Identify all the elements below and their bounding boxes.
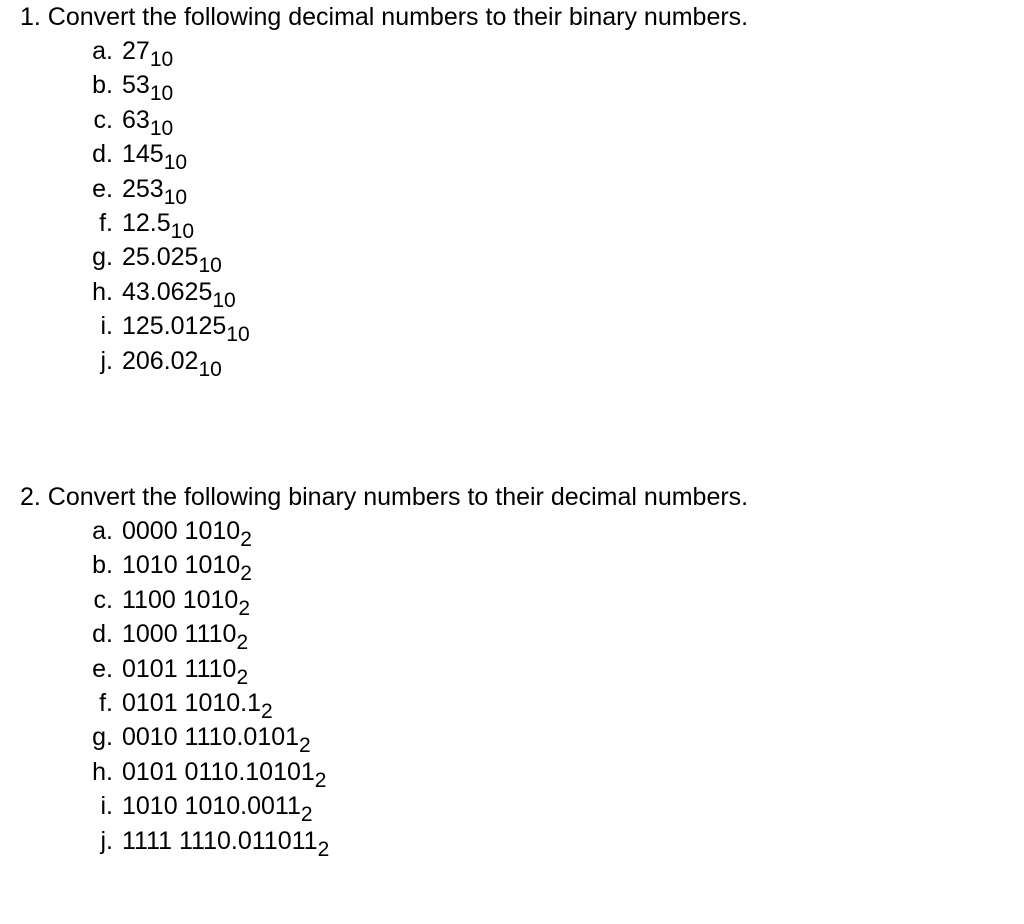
item-base: 10 xyxy=(198,254,222,278)
item-value: 63 xyxy=(122,105,150,134)
item-value: 0000 1010 xyxy=(122,517,241,545)
item-letter: b. xyxy=(92,71,113,100)
list-item xyxy=(0,755,329,792)
item-base: 2 xyxy=(238,596,251,620)
item-value: 1010 1010.0011 xyxy=(122,792,301,821)
item-letter: i. xyxy=(100,792,113,821)
list-item xyxy=(0,344,250,381)
item-letter: f. xyxy=(99,208,113,237)
item-value: 43.0625 xyxy=(122,277,213,306)
list-item xyxy=(0,514,329,551)
item-base: 10 xyxy=(170,219,195,243)
item-letter: c. xyxy=(93,105,113,134)
list-item xyxy=(0,652,329,689)
item-value: 1111 1110.011011 xyxy=(122,826,318,855)
list-item xyxy=(0,137,250,175)
list-item xyxy=(0,617,329,655)
item-letter: d. xyxy=(92,140,113,169)
list-item xyxy=(0,720,329,758)
list-item xyxy=(0,206,250,243)
item-value: 0010 1110.0101 xyxy=(122,723,300,752)
item-value: 1010 1010 xyxy=(122,551,241,580)
item-value: 0101 0110.10101 xyxy=(122,757,315,786)
list-item xyxy=(0,275,250,312)
item-letter: c. xyxy=(93,585,113,614)
item-base: 2 xyxy=(261,699,273,723)
item-base: 10 xyxy=(149,116,174,140)
item-letter: g. xyxy=(92,723,113,752)
list-item xyxy=(0,68,250,106)
item-value: 25.025 xyxy=(122,243,199,272)
item-base: 2 xyxy=(314,768,327,792)
list-item xyxy=(0,103,250,140)
question-2-items xyxy=(0,514,330,861)
item-letter: a. xyxy=(92,37,113,65)
item-base: 2 xyxy=(240,528,252,551)
item-value: 0101 1110 xyxy=(122,654,237,683)
item-letter: h. xyxy=(92,277,113,306)
item-base: 10 xyxy=(163,151,188,175)
item-value: 0101 1010.1 xyxy=(122,688,262,717)
list-item xyxy=(0,240,250,278)
item-base: 2 xyxy=(240,562,252,586)
item-letter: d. xyxy=(92,620,113,649)
list-item xyxy=(0,789,329,827)
item-value: 1000 1110 xyxy=(122,620,237,649)
item-value: 253 xyxy=(122,174,164,203)
item-base: 10 xyxy=(149,48,174,71)
item-base: 10 xyxy=(212,288,236,312)
item-base: 2 xyxy=(236,665,249,689)
question-2-prompt: 2. Convert the following binary numbers to their decimal numbers. xyxy=(20,483,749,511)
list-item xyxy=(0,686,329,723)
item-letter: j. xyxy=(100,826,113,855)
item-base: 2 xyxy=(236,631,249,655)
item-letter: b. xyxy=(92,551,113,580)
item-value: 125.0125 xyxy=(122,312,227,341)
item-value: 12.5 xyxy=(122,208,171,237)
item-value: 53 xyxy=(122,71,150,100)
item-letter: f. xyxy=(99,688,113,717)
item-letter: e. xyxy=(92,654,113,683)
item-base: 2 xyxy=(300,803,313,827)
list-item xyxy=(0,583,329,620)
question-1-items xyxy=(0,34,250,381)
list-item xyxy=(0,34,250,71)
item-letter: h. xyxy=(92,757,113,786)
item-base: 10 xyxy=(149,82,174,106)
item-base: 10 xyxy=(163,185,188,209)
item-letter: e. xyxy=(92,174,113,203)
item-letter: g. xyxy=(92,243,113,272)
list-item xyxy=(0,309,250,347)
item-base: 2 xyxy=(299,734,311,758)
item-letter: j. xyxy=(100,346,113,375)
question-1-prompt: 1. Convert the following decimal numbers to their binary numbers. xyxy=(20,3,749,31)
list-item xyxy=(0,824,330,861)
item-base: 2 xyxy=(317,837,330,861)
item-value: 145 xyxy=(122,140,164,169)
item-letter: i. xyxy=(100,312,113,341)
item-base: 10 xyxy=(226,323,250,347)
item-base: 10 xyxy=(198,357,222,381)
list-item xyxy=(0,548,329,586)
item-value: 1100 1010 xyxy=(122,585,239,614)
item-value: 27 xyxy=(122,37,150,65)
item-letter: a. xyxy=(92,517,113,545)
item-value: 206.02 xyxy=(122,346,199,375)
list-item xyxy=(0,172,250,209)
